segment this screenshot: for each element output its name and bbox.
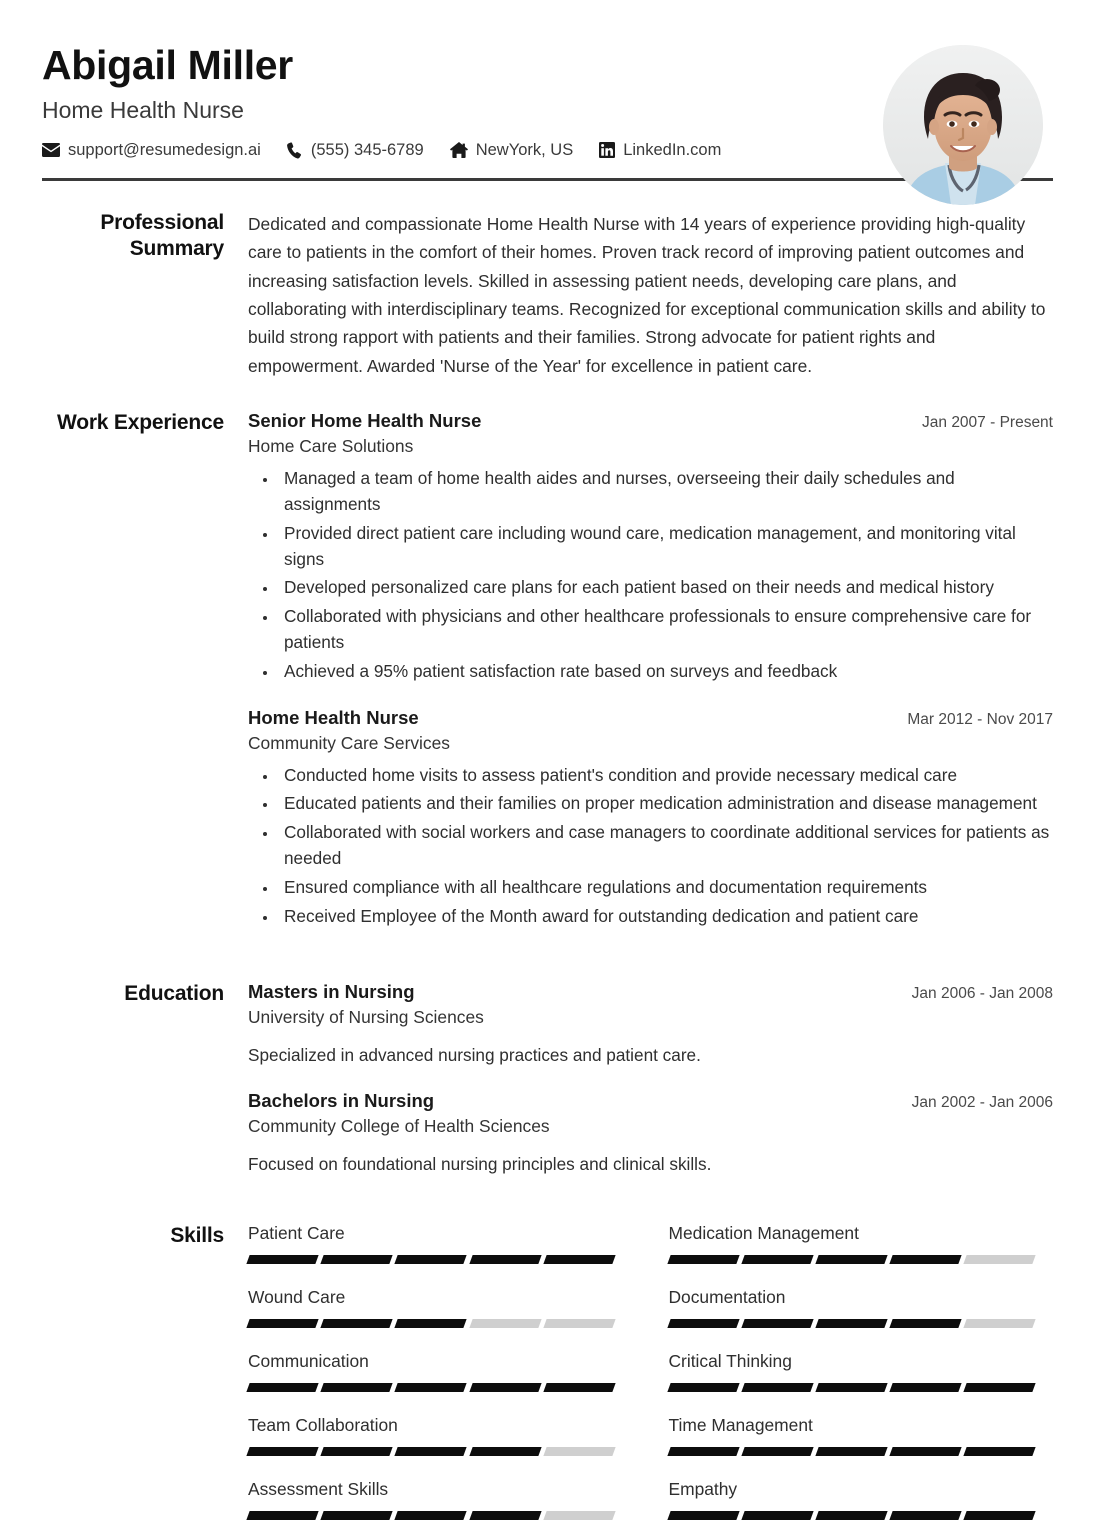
skill-level-bar: [248, 1511, 614, 1520]
experience-date: Jan 2007 - Present: [922, 414, 1053, 432]
list-item: • Achieved a 95% patient satisfaction rate based on surveys and feedback: [278, 659, 1053, 685]
list-item: • Received Employee of the Month award for outstanding dedication and patient care: [278, 904, 1053, 930]
skill-level-bar: [248, 1255, 614, 1264]
experience-organization: Community Care Services: [248, 732, 450, 753]
skill-level-segment: [543, 1511, 615, 1520]
education-entry: [248, 1090, 1053, 1175]
skill-level-segment: [246, 1447, 318, 1456]
section-label-education: Education: [124, 982, 224, 1006]
experience-title: Home Health Nurse: [248, 706, 419, 728]
section-work-experience: [42, 410, 1053, 933]
experience-entry: [248, 707, 1053, 930]
contact-phone[interactable]: [287, 141, 424, 160]
skill-level-segment: [964, 1319, 1036, 1328]
experience-entry: [248, 410, 1053, 684]
skill-level-bar: [669, 1383, 1035, 1392]
list-item: • Managed a team of home health aides and nurses, overseeing their daily schedules and assignments: [278, 466, 1053, 518]
skill-level-segment: [815, 1383, 887, 1392]
list-item: • Developed personalized care plans for each patient based on their needs and medical history: [278, 575, 1053, 601]
phone-icon: [287, 142, 303, 159]
skill-level-segment: [889, 1255, 961, 1264]
skill-level-segment: [321, 1383, 393, 1392]
skill-level-segment: [469, 1319, 541, 1328]
skill-level-segment: [543, 1447, 615, 1456]
skill-item: [248, 1479, 633, 1536]
candidate-job-title: Home Health Nurse: [42, 97, 244, 124]
experience-bullets: [278, 466, 1053, 684]
education-institution: Community College of Health Sciences: [248, 1116, 550, 1137]
skill-name: Time Management: [668, 1415, 813, 1436]
skill-item: [669, 1287, 1054, 1351]
skill-item: [248, 1351, 633, 1415]
skill-level-segment: [321, 1319, 393, 1328]
education-description: Specialized in advanced nursing practices and patient care.: [248, 1045, 701, 1066]
skill-level-segment: [815, 1255, 887, 1264]
skill-level-segment: [395, 1319, 467, 1328]
skill-level-segment: [667, 1447, 739, 1456]
skill-level-segment: [246, 1383, 318, 1392]
skill-level-segment: [964, 1255, 1036, 1264]
skill-level-segment: [964, 1447, 1036, 1456]
header-divider: [42, 178, 1053, 181]
skill-level-segment: [964, 1511, 1036, 1520]
skill-item: [669, 1415, 1054, 1479]
section-skills: [42, 1223, 1053, 1536]
skill-name: Wound Care: [248, 1287, 346, 1308]
skill-level-segment: [964, 1383, 1036, 1392]
skill-level-segment: [321, 1447, 393, 1456]
section-label-skills: Skills: [170, 1224, 224, 1248]
skill-name: Critical Thinking: [668, 1351, 792, 1372]
experience-date: Mar 2012 - Nov 2017: [907, 710, 1053, 728]
skill-level-segment: [889, 1383, 961, 1392]
education-date: Jan 2002 - Jan 2006: [911, 1094, 1053, 1112]
education-institution: University of Nursing Sciences: [248, 1007, 484, 1028]
list-item: • Collaborated with physicians and other healthcare professionals to ensure comprehensive care for patients: [278, 604, 1053, 656]
section-education: [42, 981, 1053, 1175]
skill-level-segment: [741, 1447, 813, 1456]
section-label-experience: Work Experience: [56, 411, 224, 435]
skill-level-segment: [741, 1319, 813, 1328]
skill-level-segment: [469, 1383, 541, 1392]
education-entry: [248, 981, 1053, 1066]
skill-level-segment: [889, 1319, 961, 1328]
skill-level-segment: [321, 1255, 393, 1264]
contact-linkedin[interactable]: [599, 141, 721, 160]
list-item: • Educated patients and their families on proper medication administration and disease management: [278, 791, 1053, 817]
contact-email-text: support@resumedesign.ai: [68, 140, 261, 159]
skill-level-segment: [395, 1447, 467, 1456]
skill-level-segment: [321, 1511, 393, 1520]
skill-level-segment: [815, 1511, 887, 1520]
skill-level-segment: [741, 1255, 813, 1264]
skill-level-segment: [469, 1447, 541, 1456]
contact-location-text: NewYork, US: [475, 140, 574, 159]
contact-email[interactable]: [42, 141, 261, 160]
experience-organization: Home Care Solutions: [248, 436, 414, 457]
education-degree: Masters in Nursing: [248, 981, 415, 1003]
experience-bullets: [278, 763, 1053, 930]
skill-level-segment: [815, 1447, 887, 1456]
skill-name: Empathy: [668, 1479, 738, 1500]
skill-name: Communication: [248, 1351, 369, 1372]
skill-item: [669, 1223, 1054, 1287]
skill-level-bar: [669, 1447, 1035, 1456]
education-date: Jan 2006 - Jan 2008: [911, 985, 1053, 1003]
list-item: • Provided direct patient care including wound care, medication management, and monitoring vital signs: [278, 521, 1053, 573]
skill-level-segment: [667, 1383, 739, 1392]
skill-level-bar: [669, 1319, 1035, 1328]
skill-level-bar: [248, 1319, 614, 1328]
skill-level-segment: [543, 1255, 615, 1264]
skill-name: Team Collaboration: [248, 1415, 398, 1436]
skill-level-bar: [669, 1255, 1035, 1264]
section-professional-summary: [42, 210, 1053, 380]
skill-level-segment: [246, 1319, 318, 1328]
skill-level-bar: [248, 1447, 614, 1456]
contact-phone-text: (555) 345-6789: [310, 140, 424, 159]
candidate-name: Abigail Miller: [42, 42, 293, 88]
skill-level-segment: [815, 1319, 887, 1328]
education-degree: Bachelors in Nursing: [248, 1090, 435, 1112]
list-item: • Ensured compliance with all healthcare regulations and documentation requirements: [278, 875, 1053, 901]
profile-photo: [883, 45, 1043, 205]
skill-level-segment: [667, 1255, 739, 1264]
envelope-icon: [42, 143, 60, 157]
skill-level-segment: [246, 1255, 318, 1264]
skill-level-bar: [669, 1511, 1035, 1520]
skill-level-segment: [395, 1383, 467, 1392]
resume-header: [42, 0, 1053, 172]
skill-item: [669, 1479, 1054, 1536]
skill-item: [248, 1415, 633, 1479]
list-item: • Conducted home visits to assess patient's condition and provide necessary medical care: [278, 763, 1053, 789]
home-icon: [450, 142, 468, 158]
skill-level-segment: [246, 1511, 318, 1520]
skill-name: Medication Management: [668, 1223, 859, 1244]
skill-level-segment: [889, 1447, 961, 1456]
experience-title: Senior Home Health Nurse: [248, 410, 482, 432]
skill-level-segment: [741, 1511, 813, 1520]
skill-level-bar: [248, 1383, 614, 1392]
skill-level-segment: [395, 1255, 467, 1264]
list-item: • Collaborated with social workers and case managers to coordinate additional services for patients as needed: [278, 820, 1053, 872]
skills-grid: [248, 1223, 1053, 1536]
skill-level-segment: [469, 1511, 541, 1520]
skill-level-segment: [543, 1319, 615, 1328]
skill-item: [248, 1223, 633, 1287]
education-description: Focused on foundational nursing principles and clinical skills.: [248, 1154, 712, 1175]
skill-level-segment: [667, 1511, 739, 1520]
skill-level-segment: [543, 1383, 615, 1392]
section-label-summary: Professional Summary: [100, 211, 224, 260]
skill-level-segment: [667, 1319, 739, 1328]
skill-level-segment: [469, 1255, 541, 1264]
linkedin-icon: [599, 142, 615, 158]
skill-level-segment: [889, 1511, 961, 1520]
skill-level-segment: [741, 1383, 813, 1392]
skill-level-segment: [395, 1511, 467, 1520]
contact-linkedin-text: LinkedIn.com: [623, 140, 722, 159]
skill-name: Documentation: [668, 1287, 786, 1308]
skill-item: [248, 1287, 633, 1351]
skill-item: [669, 1351, 1054, 1415]
summary-text: Dedicated and compassionate Home Health Nurse with 14 years of experience providing high-quality care to patients in the comfort of their homes. Proven track record of improving patient outcomes and increasing satisfaction levels. Skilled in assessing patient needs, developing care plans, and collaborating with interdisciplinary teams. Recognized for exceptional communication skills and ability to build strong rapport with patients and their families. Strong advocate for patient rights and empowerment. Awarded 'Nurse of the Year' for excellence in patient care.: [248, 214, 1046, 376]
skill-name: Patient Care: [248, 1223, 345, 1244]
skill-name: Assessment Skills: [248, 1479, 389, 1500]
contact-location[interactable]: [450, 141, 574, 160]
